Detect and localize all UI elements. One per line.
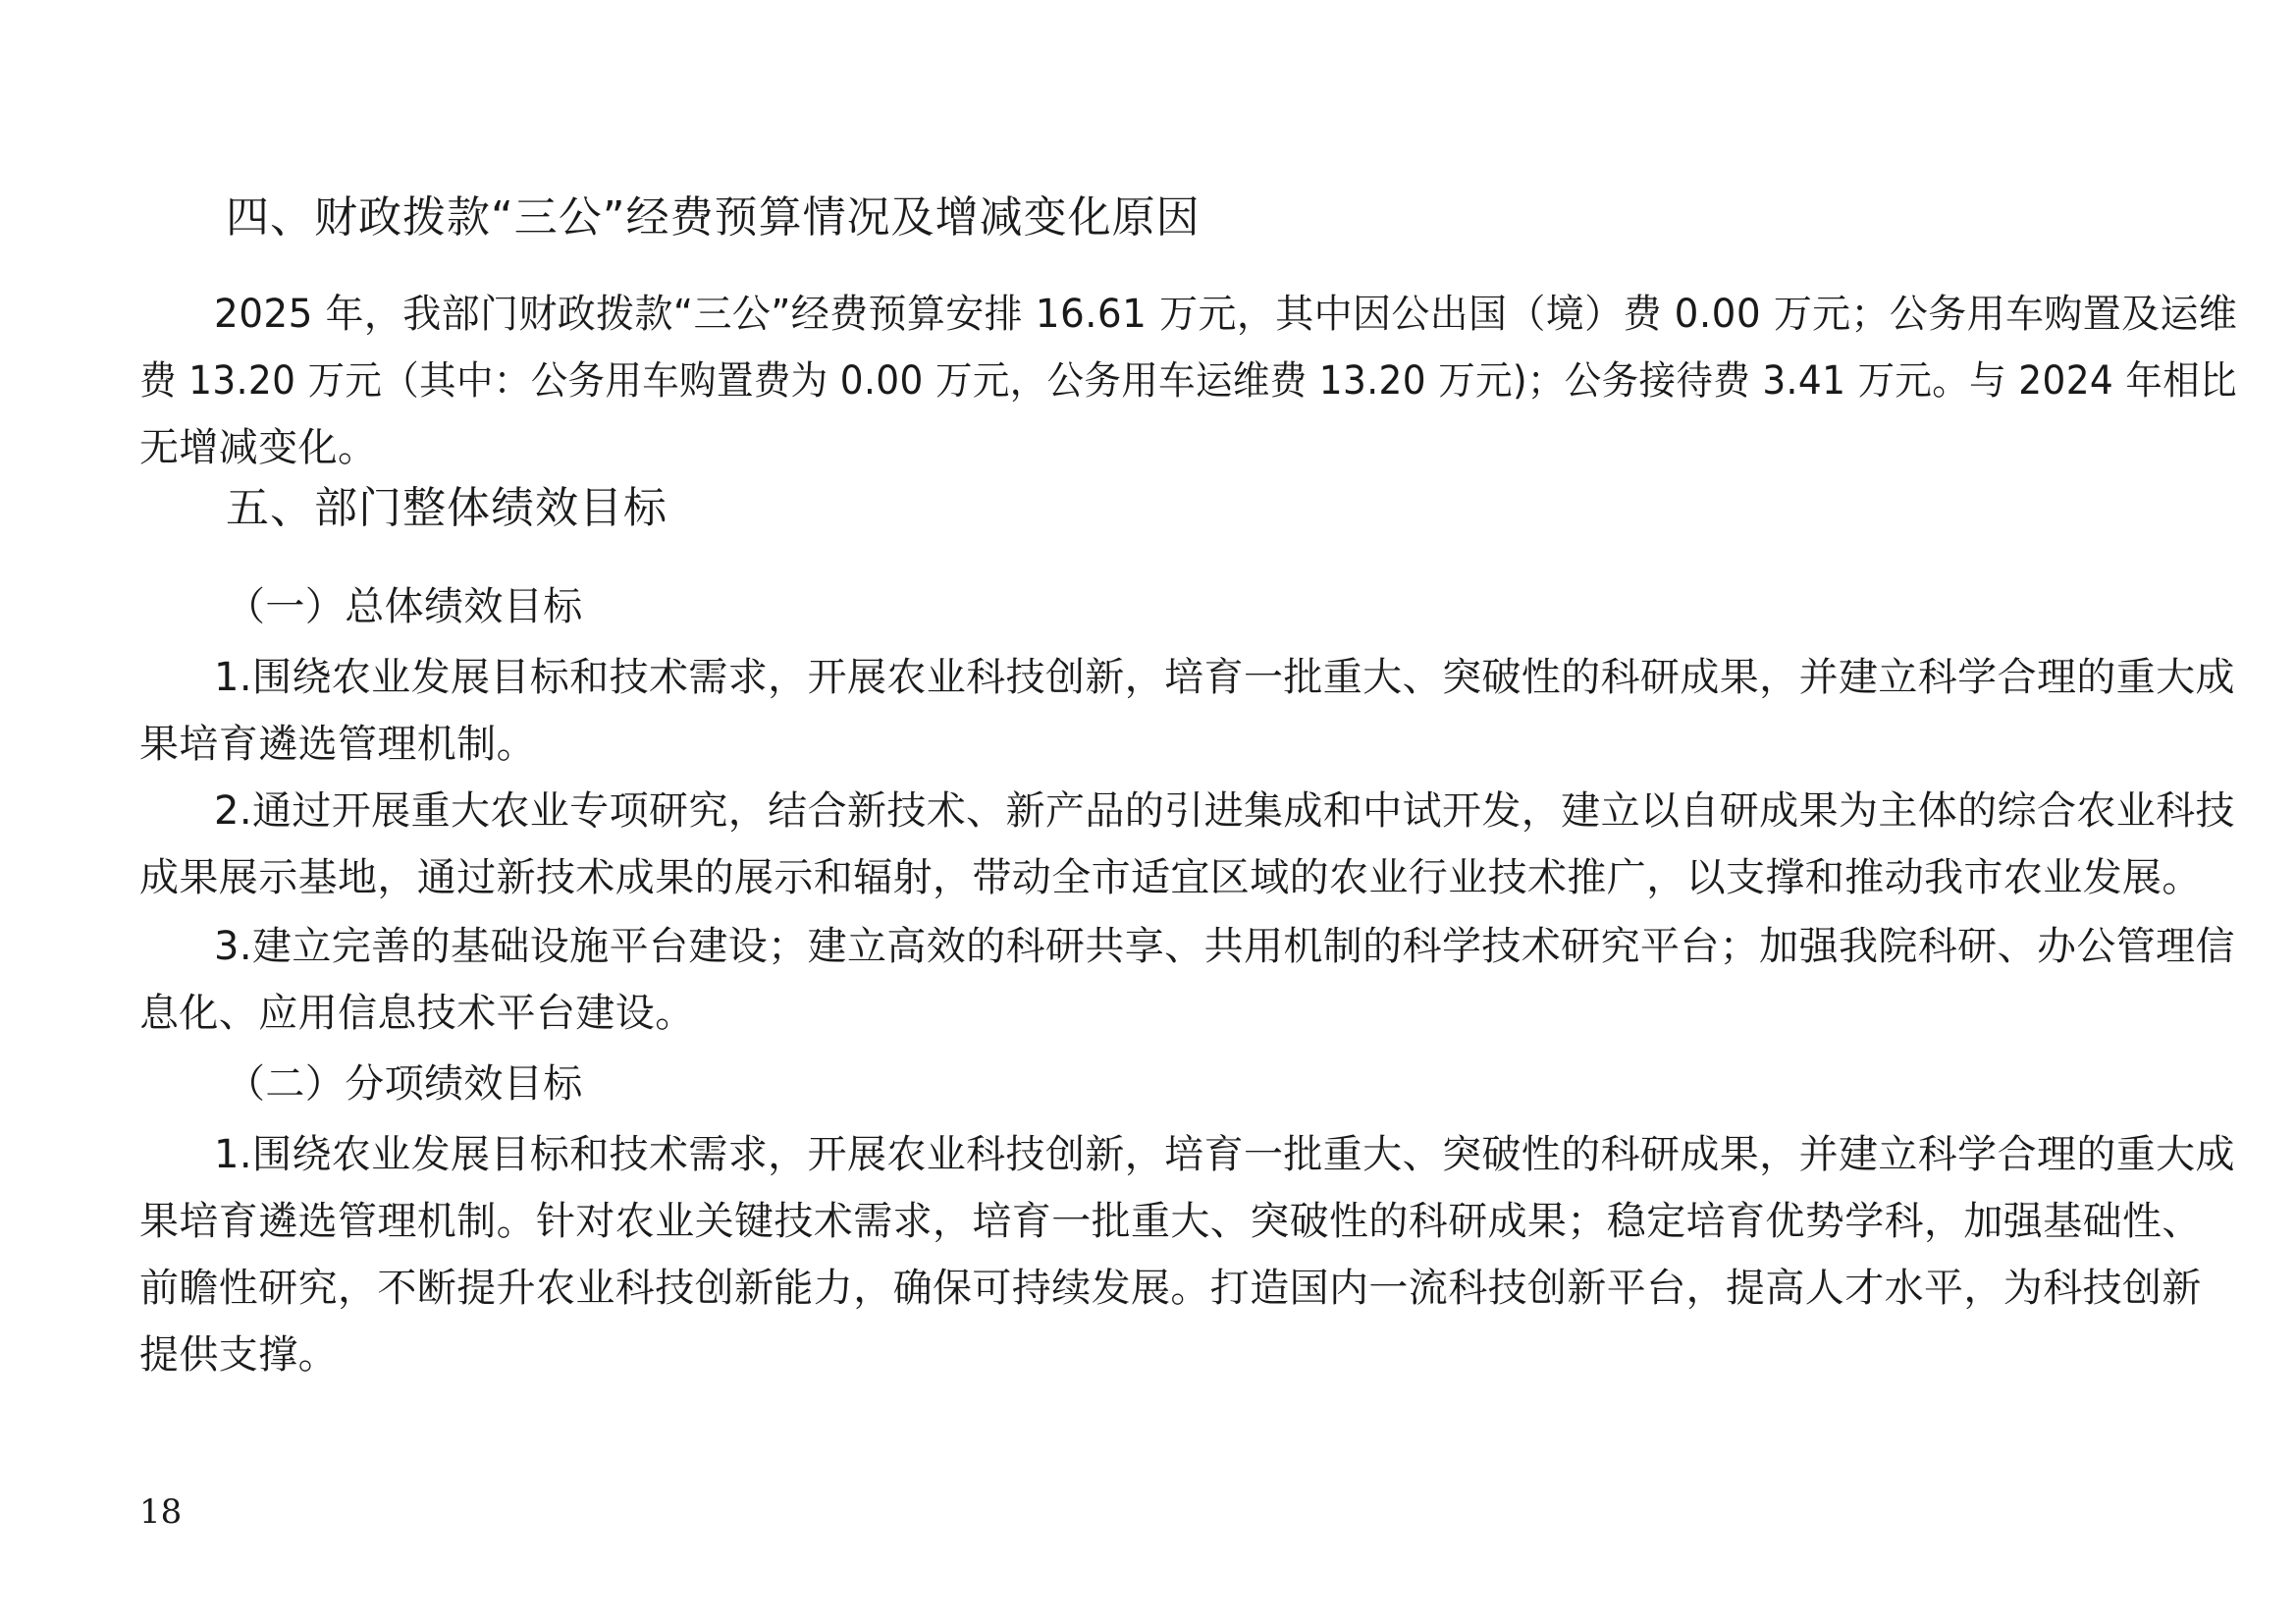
sub1-heading: （一）总体绩效目标 xyxy=(226,584,583,629)
sub2-item1-line-3: 前瞻性研究，不断提升农业科技创新能力，确保可持续发展。打造国内一流科技创新平台，提高人才水平，为科技创新 xyxy=(139,1266,2202,1311)
sub1-item3-line-2: 息化、应用信息技术平台建设。 xyxy=(139,991,695,1036)
sub1-item1-line-2: 果培育遴选管理机制。 xyxy=(139,722,536,767)
section5-heading: 五、部门整体绩效目标 xyxy=(226,483,667,533)
sub1-item1-line-1: 1.围绕农业发展目标和技术需求，开展农业科技创新，培育一批重大、突破性的科研成果，并建立科学合理的重大成 xyxy=(214,655,2235,700)
section4-heading: 四、财政拨款“三公”经费预算情况及增减变化原因 xyxy=(226,192,1201,243)
sub2-item1-line-2: 果培育遴选管理机制。针对农业关键技术需求，培育一批重大、突破性的科研成果；稳定培育优势学科，加强基础性、 xyxy=(139,1199,2202,1244)
page-number: 18 xyxy=(139,1492,183,1532)
section4-paragraph-line-3: 无增减变化。 xyxy=(139,425,378,470)
sub2-item1-line-4: 提供支撑。 xyxy=(139,1332,338,1378)
sub2-item1-line-1: 1.围绕农业发展目标和技术需求，开展农业科技创新，培育一批重大、突破性的科研成果，并建立科学合理的重大成 xyxy=(214,1132,2235,1177)
sub1-item2-line-1: 2.通过开展重大农业专项研究，结合新技术、新产品的引进集成和中试开发，建立以自研成果为主体的综合农业科技 xyxy=(214,788,2235,834)
sub1-item2-line-2: 成果展示基地，通过新技术成果的展示和辐射，带动全市适宜区域的农业行业技术推广，以支撑和推动我市农业发展。 xyxy=(139,855,2202,900)
sub1-item3-line-1: 3.建立完善的基础设施平台建设；建立高效的科研共享、共用机制的科学技术研究平台；加强我院科研、办公管理信 xyxy=(214,924,2235,969)
section4-paragraph-line-2: 费 13.20 万元（其中：公务用车购置费为 0.00 万元，公务用车运维费 13.20 万元)；公务接待费 3.41 万元。与 2024 年相比 xyxy=(139,358,2237,404)
section4-paragraph-line-1: 2025 年，我部门财政拨款“三公”经费预算安排 16.61 万元，其中因公出国（境）费 0.00 万元；公务用车购置及运维 xyxy=(214,292,2238,337)
sub2-heading: （二）分项绩效目标 xyxy=(226,1061,583,1107)
